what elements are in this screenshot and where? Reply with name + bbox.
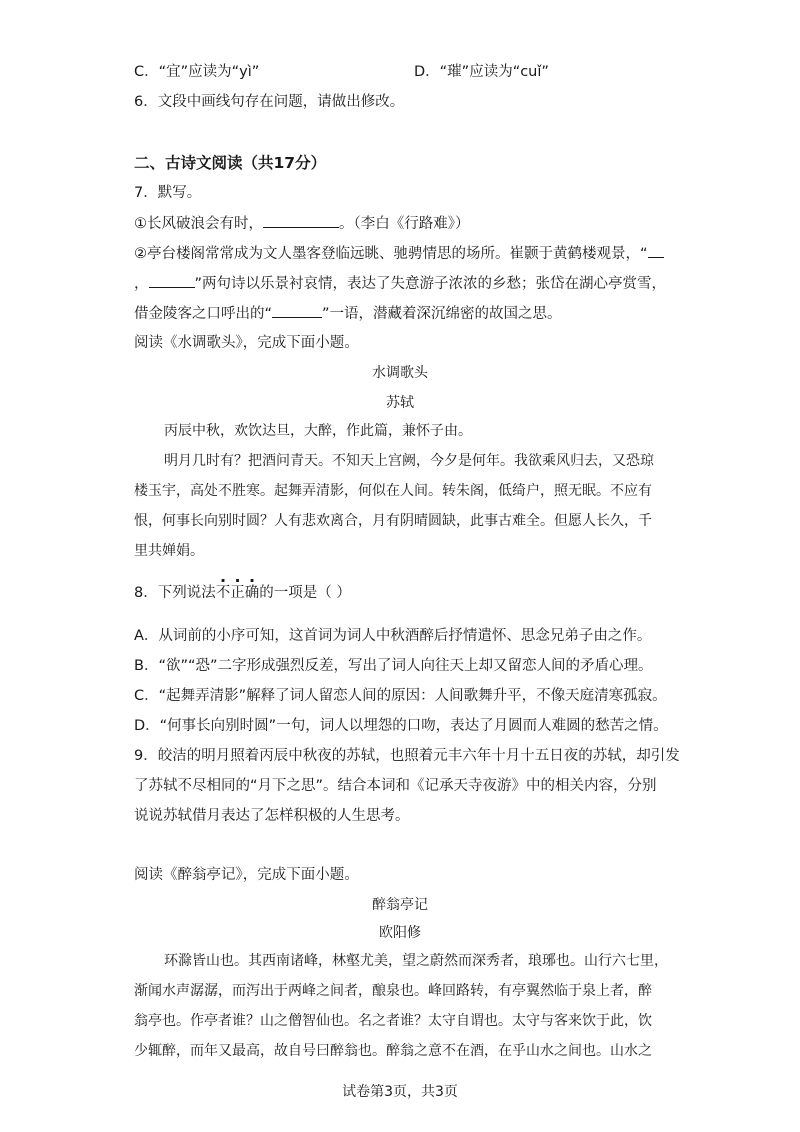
essay-line: 渐闻水声潺潺，而泻出于两峰之间者，酿泉也。峰回路转，有亭翼然临于泉上者，醉 (134, 983, 652, 999)
emphasis-char: 正 (230, 585, 245, 601)
q7-l4-post: ”一语，潜藏着深沉绵密的故国之思。 (322, 306, 562, 322)
q7-l1-pre: ①长风破浪会有时， (134, 216, 263, 232)
question-7-line-2 (134, 243, 664, 264)
answer-blank[interactable] (149, 273, 195, 288)
q8-option-a: A．从词前的小序可知，这首词为词人中秋酒醉后抒情遣怀、思念兄弟子由之作。 (134, 628, 652, 644)
answer-blank[interactable] (263, 213, 339, 228)
question-8 (134, 583, 351, 603)
question-9-line: 了苏轼不尽相同的“月下之思”。结合本词和《记承天寺夜游》中的相关内容，分别 (134, 778, 657, 794)
question-7-line-3 (134, 273, 666, 294)
option-d: D．“璀”应读为“cuǐ” (414, 64, 549, 80)
question-6: 6．文段中画线句存在问题，请做出修改。 (134, 94, 405, 110)
essay-line: 少辄醉，而年又最高，故自号曰醉翁也。醉翁之意不在酒，在乎山水之间也。山水之 (134, 1043, 652, 1059)
q8-post: 的一项是（ ） (259, 585, 351, 601)
poem-line: 里共婵娟。 (134, 543, 204, 559)
essay-line: 翁亭也。作亭者谁？山之僧智仙也。名之者谁？太守自谓也。太守与客来饮于此，饮 (134, 1013, 652, 1029)
q7-l4-pre: 借金陵客之口呼出的“ (134, 306, 273, 322)
question-7-line-4 (134, 303, 562, 324)
q8-option-d: D．“何事长向别时圆”一句，词人以埋怨的口吻，表达了月圆而人难圆的愁苦之情。 (134, 718, 668, 734)
question-7-line-1 (134, 213, 470, 234)
answer-blank[interactable] (648, 243, 664, 258)
question-7-title: 7．默写。 (134, 185, 202, 201)
q7-l3-post: ”两句诗以乐景衬哀情，表达了失意游子浓浓的乡愁；张岱在湖心亭赏雪， (194, 276, 667, 292)
essay-author: 欧阳修 (379, 925, 421, 941)
answer-blank[interactable] (272, 303, 322, 318)
reading-intro-1: 阅读《水调歌头》，完成下面小题。 (134, 335, 359, 351)
q7-l2-pre: ②亭台楼阁常常成为文人墨客登临远眺、驰骋情思的场所。崔颢于黄鹤楼观景，“ (134, 246, 648, 262)
poem-author: 苏轼 (386, 395, 414, 411)
poem-line: 楼玉宇，高处不胜寒。起舞弄清影，何似在人间。转朱阁，低绮户，照无眠。不应有 (134, 483, 652, 499)
question-9-line: 说说苏轼借月表达了怎样积极的人生思考。 (134, 808, 410, 824)
emphasis-char: 确 (244, 585, 260, 601)
page-footer: 试卷第3页，共3页 (342, 1084, 458, 1100)
question-9-line: 9．皎洁的明月照着丙辰中秋夜的苏轼，也照着元丰六年十月十五日夜的苏轼，却引发 (134, 748, 680, 764)
poem-line: 恨，何事长向别时圆？人有悲欢离合，月有阴晴圆缺，此事古难全。但愿人长久，千 (134, 513, 652, 529)
essay-line: 环滁皆山也。其西南诸峰，林壑尤美，望之蔚然而深秀者，琅琊也。山行六七里， (164, 953, 668, 969)
essay-title: 醉翁亭记 (372, 897, 428, 913)
option-c: C．“宜”应读为“yì” (134, 64, 260, 80)
poem-line: 明月几时有？把酒问青天。不知天上宫阙，今夕是何年。我欲乘风归去，又恐琼 (164, 453, 654, 469)
poem-preface: 丙辰中秋，欢饮达旦，大醉，作此篇，兼怀子由。 (164, 423, 472, 439)
poem-title: 水调歌头 (372, 365, 428, 381)
emphasis-char: 不 (215, 585, 231, 601)
q8-pre: 8．下列说法 (134, 585, 216, 601)
section-heading: 二、古诗文阅读（共17分） (134, 154, 327, 172)
reading-intro-2: 阅读《醉翁亭记》，完成下面小题。 (134, 867, 359, 883)
q8-option-b: B．“欲”“恐”二字形成强烈反差，写出了词人向往天上却又留恋人间的矛盾心理。 (134, 658, 653, 674)
q7-l3-pre: ， (134, 276, 149, 292)
q8-option-c: C．“起舞弄清影”解释了词人留恋人间的原因：人间歌舞升平，不像天庭清寒孤寂。 (134, 688, 667, 704)
q7-l1-post: 。（李白《行路难》） (339, 216, 470, 232)
